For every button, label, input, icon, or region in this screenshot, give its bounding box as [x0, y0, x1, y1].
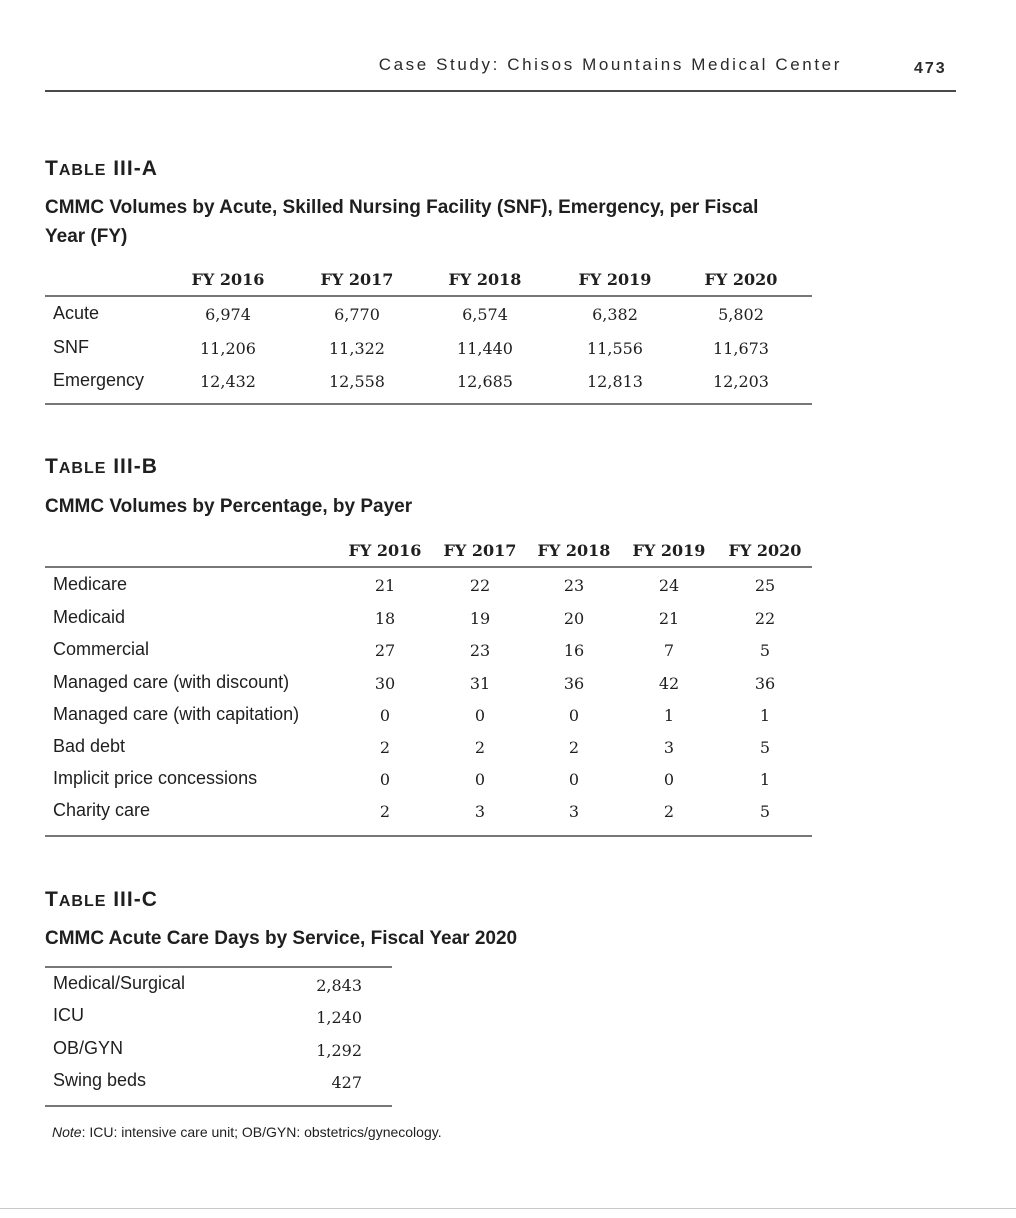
table-c-cell: 1,292 — [316, 1041, 362, 1060]
table-b-cell: 0 — [474, 770, 486, 789]
table-b-cell: 23 — [469, 641, 491, 660]
table-b-row-label: Implicit price concessions — [53, 768, 258, 788]
table-b-cell: 16 — [563, 641, 585, 660]
table-a-cell: 12,813 — [587, 372, 643, 391]
table-a-cell: 6,574 — [462, 305, 508, 324]
table-b-cell: 27 — [374, 641, 396, 660]
table-b-cell: 0 — [474, 706, 486, 725]
table-c-cell: 2,843 — [316, 976, 362, 995]
table-c-label: TABLE III-C — [45, 888, 158, 911]
table-b-cell: 1 — [663, 706, 675, 725]
table-b-row-label: Commercial — [53, 639, 150, 659]
table-a-column-header: FY 2020 — [704, 270, 778, 289]
table-b-row-label: Medicaid — [53, 607, 126, 627]
table-a-cell: 11,322 — [329, 339, 385, 358]
table-c-bottom-rule — [45, 1105, 392, 1107]
page-bottom-edge — [0, 1208, 1016, 1209]
table-a-row-label: SNF — [53, 337, 89, 357]
table-b-row-label: Charity care — [53, 800, 151, 820]
table-c-title: CMMC Acute Care Days by Service, Fiscal Year 2020 — [45, 928, 518, 949]
table-b-cell: 3 — [663, 738, 675, 757]
table-b-column-header: FY 2018 — [537, 541, 611, 560]
table-a-label: TABLE III-A — [45, 157, 158, 180]
table-b-cell: 18 — [374, 609, 396, 628]
table-b-cell: 1 — [759, 770, 771, 789]
table-b-cell: 2 — [379, 738, 391, 757]
table-b-cell: 2 — [663, 802, 675, 821]
table-b-cell: 3 — [474, 802, 486, 821]
table-b-cell: 23 — [563, 576, 585, 595]
table-b-column-header: FY 2020 — [728, 541, 802, 560]
table-a-cell: 11,206 — [200, 339, 256, 358]
table-b-title: CMMC Volumes by Percentage, by Payer — [45, 496, 413, 517]
table-b-cell: 21 — [374, 576, 396, 595]
table-b-cell: 22 — [754, 609, 776, 628]
table-c-row-label: ICU — [53, 1005, 84, 1025]
table-a-cell: 6,382 — [592, 305, 638, 324]
table-a-column-header: FY 2016 — [191, 270, 265, 289]
table-b-cell: 5 — [759, 738, 771, 757]
table-b-cell: 0 — [568, 770, 580, 789]
table-c-top-rule — [45, 966, 392, 968]
table-b-cell: 21 — [658, 609, 680, 628]
table-b-cell: 42 — [658, 674, 680, 693]
table-b-cell: 5 — [759, 641, 771, 660]
table-b-cell: 30 — [374, 674, 396, 693]
table-b-bottom-rule — [45, 835, 812, 837]
table-a-cell: 5,802 — [718, 305, 764, 324]
table-b-cell: 5 — [759, 802, 771, 821]
table-a-column-header: FY 2017 — [320, 270, 394, 289]
table-a-cell: 12,558 — [329, 372, 385, 391]
table-a-top-rule — [45, 295, 812, 297]
table-b-cell: 0 — [568, 706, 580, 725]
table-a-cell: 11,673 — [713, 339, 769, 358]
table-a-title: CMMC Volumes by Acute, Skilled Nursing Facility (SNF), Emergency, per Fiscal Year (FY) — [45, 197, 759, 247]
table-b-cell: 2 — [474, 738, 486, 757]
table-b-row-label: Managed care (with discount) — [53, 672, 290, 692]
table-b-cell: 1 — [759, 706, 771, 725]
table-c-row-label: Medical/Surgical — [53, 973, 186, 993]
table-a-cell: 6,974 — [205, 305, 251, 324]
table-b-cell: 22 — [469, 576, 491, 595]
table-b-cell: 36 — [754, 674, 776, 693]
table-a-cell: 12,432 — [200, 372, 256, 391]
header-rule — [45, 90, 956, 92]
table-b-row-label: Medicare — [53, 574, 128, 594]
running-title: Case Study: Chisos Mountains Medical Center — [378, 55, 842, 74]
table-b-cell: 0 — [379, 770, 391, 789]
table-a-cell: 12,685 — [457, 372, 513, 391]
table-b-cell: 0 — [379, 706, 391, 725]
table-c-cell: 1,240 — [316, 1008, 362, 1027]
table-c-cell: 427 — [331, 1073, 362, 1092]
table-a-column-header: FY 2019 — [578, 270, 652, 289]
table-b-cell: 20 — [563, 609, 585, 628]
table-b-cell: 19 — [469, 609, 491, 628]
table-b-cell: 0 — [663, 770, 675, 789]
table-a-cell: 12,203 — [713, 372, 769, 391]
table-a-row-label: Emergency — [53, 370, 145, 390]
table-b-top-rule — [45, 566, 812, 568]
page-number: 473 — [914, 60, 947, 77]
table-b-row-label: Bad debt — [53, 736, 126, 756]
table-b-cell: 2 — [568, 738, 580, 757]
table-a-cell: 11,556 — [587, 339, 643, 358]
table-c-row-label: OB/GYN — [53, 1038, 124, 1058]
table-b-cell: 25 — [754, 576, 776, 595]
table-note: Note: ICU: intensive care unit; OB/GYN: obstetrics/gynecology. — [52, 1124, 442, 1140]
table-a-cell: 6,770 — [334, 305, 380, 324]
table-b-cell: 3 — [568, 802, 580, 821]
table-a-bottom-rule — [45, 403, 812, 405]
table-b-cell: 24 — [658, 576, 680, 595]
table-b-cell: 36 — [563, 674, 585, 693]
table-b-column-header: FY 2019 — [632, 541, 706, 560]
table-a-cell: 11,440 — [457, 339, 513, 358]
table-b-row-label: Managed care (with capitation) — [53, 704, 300, 724]
table-a-row-label: Acute — [53, 303, 100, 323]
table-b-cell: 31 — [469, 674, 491, 693]
table-b-column-header: FY 2017 — [443, 541, 517, 560]
table-a-column-header: FY 2018 — [448, 270, 522, 289]
table-b-cell: 7 — [663, 641, 675, 660]
table-c-row-label: Swing beds — [53, 1070, 147, 1090]
table-b-label: TABLE III-B — [45, 455, 158, 478]
table-b-column-header: FY 2016 — [348, 541, 422, 560]
table-b-cell: 2 — [379, 802, 391, 821]
